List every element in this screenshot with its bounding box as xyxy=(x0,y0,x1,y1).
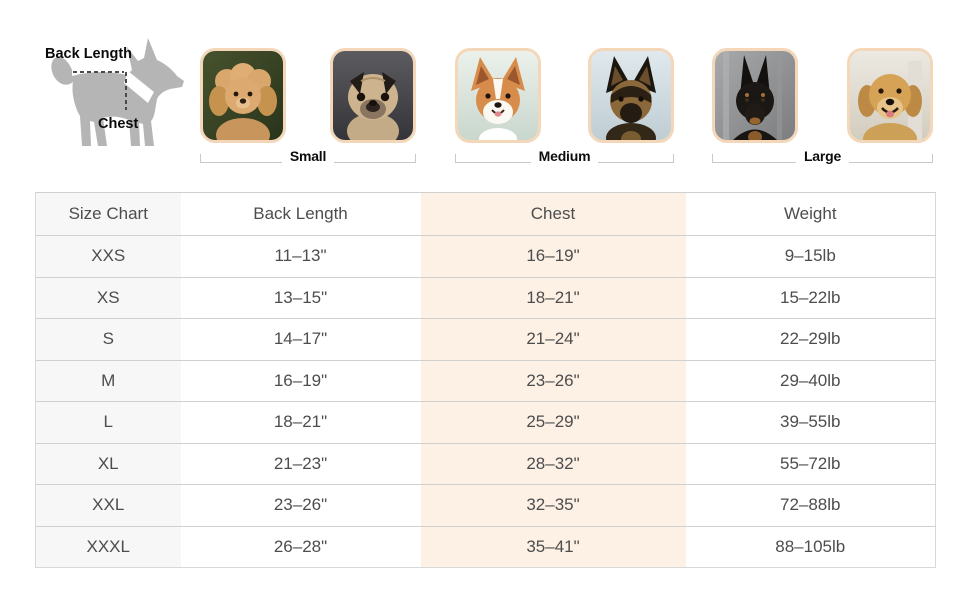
table-row-xs xyxy=(36,277,936,319)
cell-chest: 35–41" xyxy=(421,526,686,568)
cell-back-length: 21–23" xyxy=(181,443,421,485)
col-header-chest: Chest xyxy=(421,193,686,236)
cell-weight: 55–72lb xyxy=(686,443,936,485)
cell-back-length: 14–17" xyxy=(181,319,421,361)
label-rule-left xyxy=(455,155,531,163)
dog-photo-golden-retriever xyxy=(847,48,933,143)
cell-weight: 72–88lb xyxy=(686,485,936,527)
measurement-diagram xyxy=(42,30,190,160)
dog-photo-poodle xyxy=(200,48,286,143)
col-header-back-length: Back Length xyxy=(181,193,421,236)
group-label-small: Small xyxy=(289,148,327,164)
table-row-xxl xyxy=(36,485,936,527)
table-row-xxs xyxy=(36,236,936,278)
cell-weight: 15–22lb xyxy=(686,277,936,319)
cell-chest: 28–32" xyxy=(421,443,686,485)
table-row-s xyxy=(36,319,936,361)
cell-back-length: 26–28" xyxy=(181,526,421,568)
cell-weight: 22–29lb xyxy=(686,319,936,361)
cell-back-length: 11–13" xyxy=(181,236,421,278)
col-header-size-chart: Size Chart xyxy=(36,193,181,236)
dog-photo-doberman xyxy=(712,48,798,143)
cell-size: XL xyxy=(36,443,181,485)
size-group-medium xyxy=(455,48,674,163)
cell-back-length: 23–26" xyxy=(181,485,421,527)
table-header-row xyxy=(36,193,936,236)
label-rule-right xyxy=(598,155,674,163)
label-rule-left xyxy=(712,155,796,163)
cell-chest: 21–24" xyxy=(421,319,686,361)
poodle-icon xyxy=(203,51,283,140)
cell-size: XXXL xyxy=(36,526,181,568)
cell-size: XS xyxy=(36,277,181,319)
dog-photo-german-shepherd xyxy=(588,48,674,143)
german-shepherd-icon xyxy=(591,51,671,140)
chest-label: Chest xyxy=(98,116,139,132)
cell-size: XXL xyxy=(36,485,181,527)
table-row-m xyxy=(36,360,936,402)
cell-back-length: 16–19" xyxy=(181,360,421,402)
cell-weight: 29–40lb xyxy=(686,360,936,402)
cell-chest: 25–29" xyxy=(421,402,686,444)
cell-weight: 9–15lb xyxy=(686,236,936,278)
cell-size: L xyxy=(36,402,181,444)
table-row-l xyxy=(36,402,936,444)
cell-chest: 32–35" xyxy=(421,485,686,527)
cell-weight: 88–105lb xyxy=(686,526,936,568)
label-rule-right xyxy=(334,155,416,163)
table-row-xxxl xyxy=(36,526,936,568)
pug-icon xyxy=(333,51,413,140)
cell-weight: 39–55lb xyxy=(686,402,936,444)
cell-size: M xyxy=(36,360,181,402)
label-rule-left xyxy=(200,155,282,163)
group-label-medium: Medium xyxy=(538,148,591,164)
col-header-weight: Weight xyxy=(686,193,936,236)
cell-chest: 18–21" xyxy=(421,277,686,319)
dog-silhouette-icon xyxy=(42,30,190,160)
golden-retriever-icon xyxy=(850,51,930,140)
cell-size: XXS xyxy=(36,236,181,278)
size-group-small xyxy=(200,48,416,163)
cell-size: S xyxy=(36,319,181,361)
table-row-xl xyxy=(36,443,936,485)
corgi-icon xyxy=(458,51,538,140)
size-group-large xyxy=(712,48,933,163)
cell-back-length: 13–15" xyxy=(181,277,421,319)
dog-photo-pug xyxy=(330,48,416,143)
group-label-large: Large xyxy=(803,148,842,164)
label-rule-right xyxy=(849,155,933,163)
cell-chest: 16–19" xyxy=(421,236,686,278)
size-table xyxy=(35,192,936,568)
cell-chest: 23–26" xyxy=(421,360,686,402)
back-length-label: Back Length xyxy=(45,46,133,62)
cell-back-length: 18–21" xyxy=(181,402,421,444)
doberman-icon xyxy=(715,51,795,140)
dog-photo-corgi xyxy=(455,48,541,143)
